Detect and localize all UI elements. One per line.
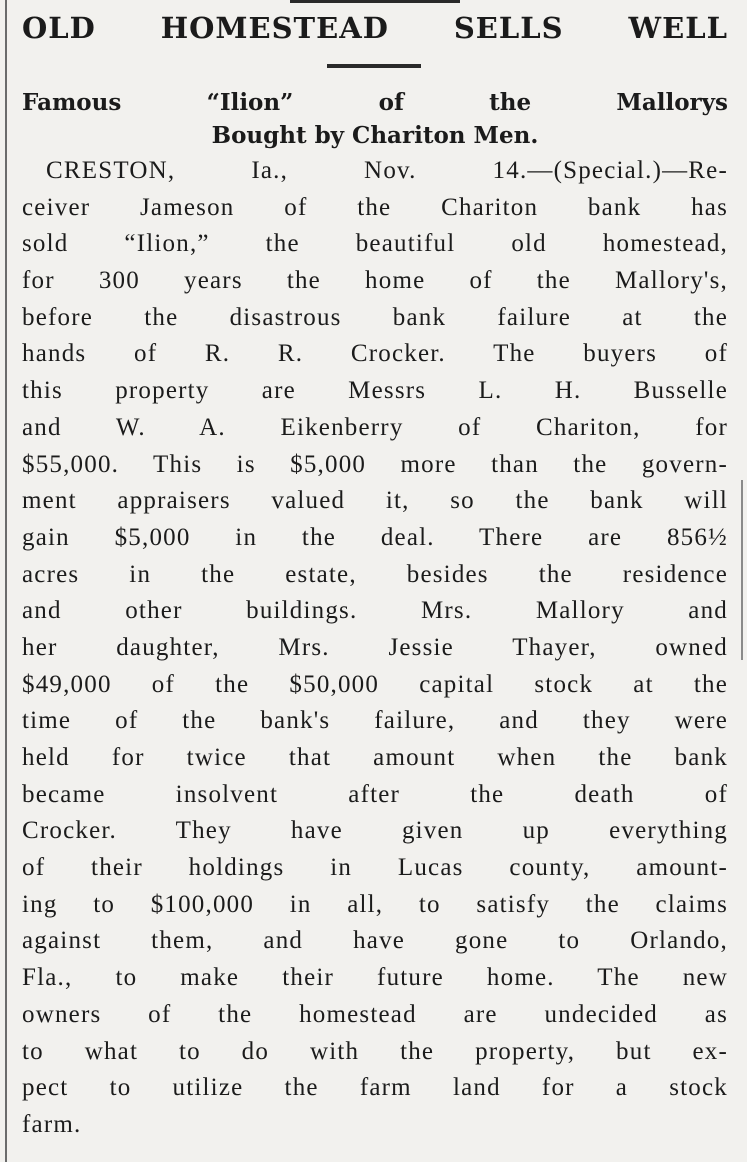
body-line: gain $5,000 in the deal. There are 856½	[22, 523, 728, 551]
column-left-border	[5, 0, 7, 1162]
body-line: ment appraisers valued it, so the bank will	[22, 487, 728, 515]
article-body	[22, 153, 728, 1144]
body-line: ceiver Jameson of the Chariton bank has	[22, 193, 728, 221]
body-line: time of the bank's failure, and they were	[22, 707, 728, 735]
top-rule	[290, 0, 460, 3]
body-line: acres in the estate, besides the residence	[22, 560, 728, 588]
subheadline-line: Famous “Ilion” of the Mallorys	[22, 89, 728, 116]
body-line: for 300 years the home of the Mallory's,	[22, 267, 728, 295]
body-line: Crocker. They have given up everything	[22, 817, 728, 845]
column-right-border	[741, 480, 743, 660]
body-line: $49,000 of the $50,000 capital stock at the	[22, 670, 728, 698]
headline: OLD HOMESTEAD SELLS WELL	[22, 11, 728, 45]
body-line: and W. A. Eikenberry of Chariton, for	[22, 413, 728, 441]
body-line: sold “Ilion,” the beautiful old homestead,	[22, 230, 728, 258]
subheadline	[22, 86, 728, 152]
body-line: hands of R. R. Crocker. The buyers of	[22, 340, 728, 368]
body-line: to what to do with the property, but ex-	[22, 1037, 728, 1065]
body-line: $55,000. This is $5,000 more than the govern-	[22, 450, 728, 478]
body-line: CRESTON, Ia., Nov. 14.—(Special.)—Re-	[46, 157, 728, 184]
body-line: before the disastrous bank failure at the	[22, 303, 728, 331]
body-line: Fla., to make their future home. The new	[22, 964, 728, 992]
body-line: ing to $100,000 in all, to satisfy the claims	[22, 890, 728, 918]
body-line: of their holdings in Lucas county, amount-	[22, 854, 728, 882]
body-line: pect to utilize the farm land for a stock	[22, 1074, 728, 1102]
body-line: held for twice that amount when the bank	[22, 744, 728, 771]
body-line: against them, and have gone to Orlando,	[22, 927, 728, 955]
subheadline-line: Bought by Chariton Men.	[211, 122, 539, 149]
body-line: became insolvent after the death of	[22, 780, 728, 808]
body-line: farm.	[22, 1110, 82, 1138]
body-line: owners of the homestead are undecided as	[22, 1000, 728, 1028]
body-line: her daughter, Mrs. Jessie Thayer, owned	[22, 633, 728, 661]
headline-divider	[327, 64, 421, 68]
body-line: and other buildings. Mrs. Mallory and	[22, 597, 728, 625]
body-line: this property are Messrs L. H. Busselle	[22, 377, 728, 405]
